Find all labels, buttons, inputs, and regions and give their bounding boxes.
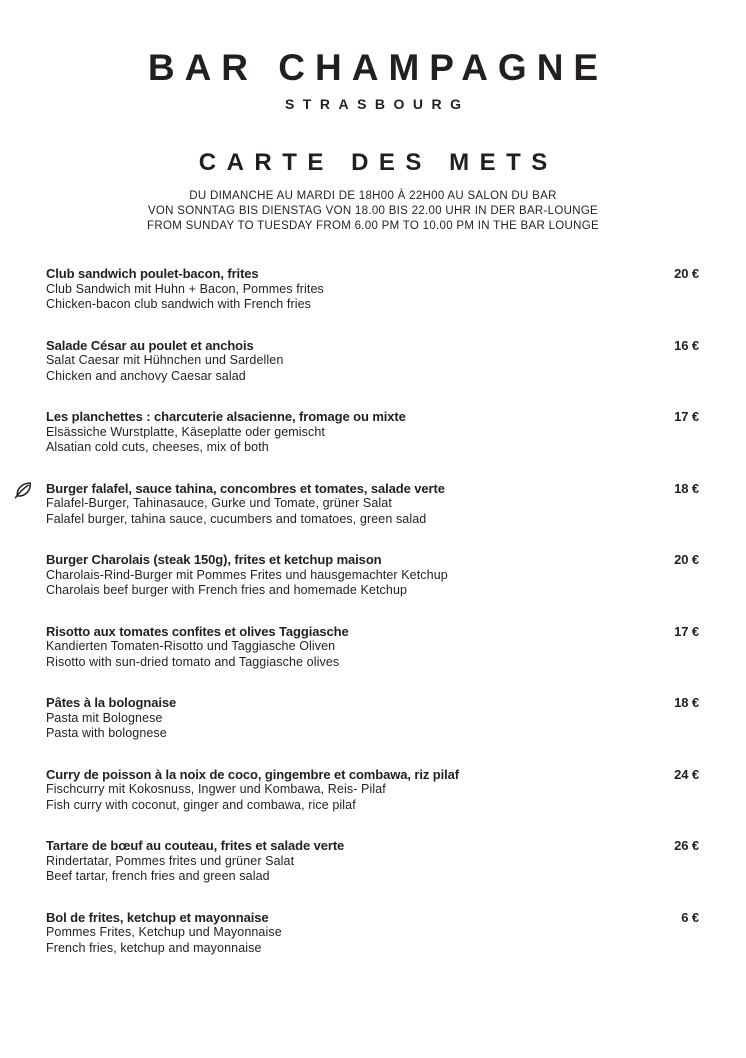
menu-item (46, 624, 699, 671)
item-name-de: Club Sandwich mit Huhn + Bacon, Pommes frites (46, 281, 324, 296)
item-name-fr: Curry de poisson à la noix de coco, gingembre et combawa, riz pilaf (46, 766, 460, 782)
item-name-fr: Salade César au poulet et anchois (46, 337, 254, 353)
item-name-en: Risotto with sun-dried tomato and Taggiasche olives (46, 654, 340, 669)
item-price: 24 € (674, 766, 699, 782)
item-name-en: Chicken and anchovy Caesar salad (46, 368, 246, 383)
item-name-fr: Burger Charolais (steak 150g), frites et ketchup maison (46, 552, 382, 567)
menu-item (46, 338, 699, 385)
item-name-fr: Tartare de bœuf au couteau, frites et salade verte (46, 838, 345, 853)
item-price: 26 € (674, 838, 699, 853)
menu-list (46, 266, 699, 981)
menu-item (46, 409, 699, 456)
item-price: 6 € (681, 909, 699, 925)
menu-item (46, 838, 699, 885)
item-name-de: Pasta mit Bolognese (46, 710, 163, 725)
item-name-de: Charolais-Rind-Burger mit Pommes Frites und hausgemachter Ketchup (46, 567, 448, 582)
item-name-en: Chicken-bacon club sandwich with French fries (46, 297, 312, 311)
item-price: 17 € (674, 623, 699, 639)
restaurant-city: STRASBOURG (284, 96, 470, 112)
item-name-fr: Club sandwich poulet-bacon, frites (46, 266, 259, 281)
item-name-fr: Les planchettes : charcuterie alsacienne, fromage ou mixte (46, 409, 406, 424)
schedule-line-de: VON SONNTAG BIS DIENSTAG VON 18.00 BIS 22.00 UHR IN DER BAR-LOUNGE (147, 205, 599, 217)
item-name-de: Salat Caesar mit Hühnchen und Sardellen (46, 353, 284, 367)
item-name-en: Pasta with bolognese (46, 726, 167, 740)
item-name-de: Elsässiche Wurstplatte, Käseplatte oder gemischt (46, 424, 326, 439)
item-name-en: French fries, ketchup and mayonnaise (46, 940, 262, 955)
item-name-fr: Pâtes à la bolognaise (46, 695, 177, 710)
menu-item (46, 481, 699, 528)
restaurant-name: BAR CHAMPAGNE (147, 47, 609, 88)
item-price: 17 € (674, 409, 699, 424)
item-price: 20 € (674, 552, 699, 567)
menu-item (46, 910, 699, 957)
item-price: 18 € (674, 695, 699, 710)
menu-item (46, 266, 699, 313)
schedule-line-en: FROM SUNDAY TO TUESDAY FROM 6.00 PM TO 10.00 PM IN THE BAR LOUNGE (147, 220, 599, 232)
item-name-fr: Bol de frites, ketchup et mayonnaise (46, 909, 269, 925)
item-name-en: Charolais beef burger with French fries and homemade Ketchup (46, 583, 408, 597)
item-price: 20 € (674, 266, 699, 281)
item-name-en: Falafel burger, tahina sauce, cucumbers and tomatoes, green salad (46, 511, 427, 526)
item-name-de: Pommes Frites, Ketchup und Mayonnaise (46, 925, 282, 939)
item-name-fr: Burger falafel, sauce tahina, concombres et tomates, salade verte (46, 480, 445, 496)
menu-item (46, 552, 699, 599)
item-name-fr: Risotto aux tomates confites et olives Taggiasche (46, 623, 349, 639)
vegetarian-leaf-icon (13, 479, 34, 500)
item-name-en: Alsatian cold cuts, cheeses, mix of both (46, 440, 269, 454)
item-name-de: Falafel-Burger, Tahinasauce, Gurke und Tomate, grüner Salat (46, 496, 392, 510)
item-name-en: Beef tartar, french fries and green salad (46, 869, 270, 883)
item-name-de: Rindertatar, Pommes frites und grüner Salat (46, 853, 295, 868)
item-name-en: Fish curry with coconut, ginger and combawa, rice pilaf (46, 797, 356, 812)
menu-item (46, 695, 699, 742)
item-price: 16 € (674, 337, 699, 353)
item-name-de: Fischcurry mit Kokosnuss, Ingwer und Kombawa, Reis- Pilaf (46, 782, 386, 796)
menu-item (46, 767, 699, 814)
schedule-line-fr: DU DIMANCHE AU MARDI DE 18H00 À 22H00 AU SALON DU BAR (189, 190, 557, 202)
item-price: 18 € (674, 480, 699, 496)
menu-section-title: CARTE DES METS (198, 149, 558, 176)
item-name-de: Kandierten Tomaten-Risotto und Taggiasche Oliven (46, 639, 336, 653)
schedule-block (0, 189, 746, 234)
